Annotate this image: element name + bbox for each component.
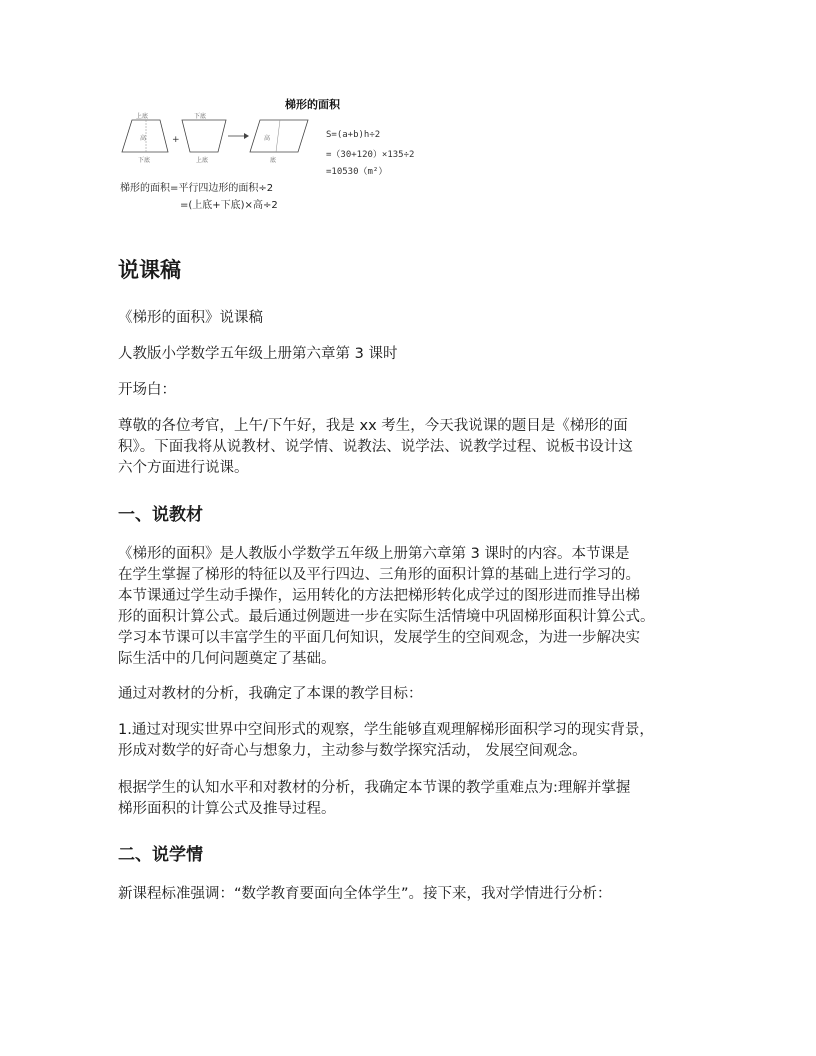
parallelogram-shape: [250, 120, 308, 152]
section-heading-textbook: 一、说教材: [118, 505, 203, 525]
text-line: 积》。下面我将从说教材、说学情、说教法、说学法、说教学过程、说板书设计这: [118, 439, 633, 455]
greeting-paragraph: [118, 416, 708, 479]
section-heading-students: 二、说学情: [118, 845, 203, 865]
text-line: 《梯形的面积》是人教版小学数学五年级上册第六章第 3 课时的内容。本节课是: [118, 546, 630, 562]
opening-label: 开场白：: [118, 382, 176, 398]
course-info: 人教版小学数学五年级上册第六章第 3 课时: [118, 346, 398, 362]
formula-line-1: S=(a+b)h÷2: [326, 130, 381, 140]
text-line: 形的面积计算公式。最后通过例题进一步在实际生活情境中巩固梯形面积计算公式。: [118, 609, 655, 625]
plus-sign: +: [172, 135, 180, 145]
text-line: 梯形面积的计算公式及推导过程。: [118, 801, 336, 817]
text-line: 根据学生的认知水平和对教材的分析，我确定本节课的教学重难点为:理解并掌握: [118, 780, 631, 796]
flipped-trapezoid-shape: [182, 120, 226, 152]
goals-intro: 通过对教材的分析，我确定了本课的教学目标：: [118, 686, 423, 702]
t2-bottom-label: 上底: [196, 157, 209, 164]
goal-item-1: [118, 720, 708, 762]
figure-note-line-1: 梯形的面积=平行四边形的面积÷2: [120, 183, 274, 194]
text-line: 学习本节课可以丰富学生的平面几何知识，发展学生的空间观念，为进一步解决实: [118, 630, 640, 646]
split-line: [276, 120, 280, 152]
text-line: 形成对数学的好奇心与想象力，主动参与数学探究活动， 发展空间观念。: [118, 743, 587, 759]
text-line: 在学生掌握了梯形的特征以及平行四边、三角形的面积计算的基础上进行学习的。: [118, 567, 640, 583]
t2-top-label: 下底: [194, 113, 207, 120]
text-line: 六个方面进行说课。: [118, 460, 249, 476]
formula-line-3: =10530（m²）: [326, 167, 388, 177]
figure-title: 梯形的面积: [285, 98, 340, 111]
students-intro: 新课程标准强调：“数学教育要面向全体学生”。接下来，我对学情进行分析：: [118, 886, 612, 902]
t1-top-label: 上底: [136, 113, 149, 120]
document-heading: 说课稿: [118, 258, 181, 282]
t1-height-label: 高: [140, 135, 147, 142]
text-line: 1.通过对现实世界中空间形式的观察，学生能够直观理解梯形面积学习的现实背景，: [118, 722, 654, 738]
textbook-paragraph: [118, 544, 708, 670]
trapezoid-diagram: [118, 112, 318, 174]
text-line: 际生活中的几何问题奠定了基础。: [118, 651, 336, 667]
para-height-label: 高: [264, 135, 271, 142]
figure-note-line-2: =(上底+下底)×高÷2: [180, 200, 278, 211]
key-points-paragraph: [118, 778, 708, 820]
t1-bottom-label: 下底: [138, 157, 151, 164]
formula-line-2: =（30+120）×135÷2: [326, 150, 415, 160]
para-bottom-label: 底: [270, 157, 277, 164]
arrow-head-icon: [244, 133, 249, 139]
text-line: 尊敬的各位考官，上午/下午好，我是 xx 考生，今天我说课的题目是《梯形的面: [118, 418, 628, 434]
lesson-title: 《梯形的面积》说课稿: [118, 310, 263, 326]
text-line: 本节课通过学生动手操作，运用转化的方法把梯形转化成学过的图形进而推导出梯: [118, 588, 640, 604]
